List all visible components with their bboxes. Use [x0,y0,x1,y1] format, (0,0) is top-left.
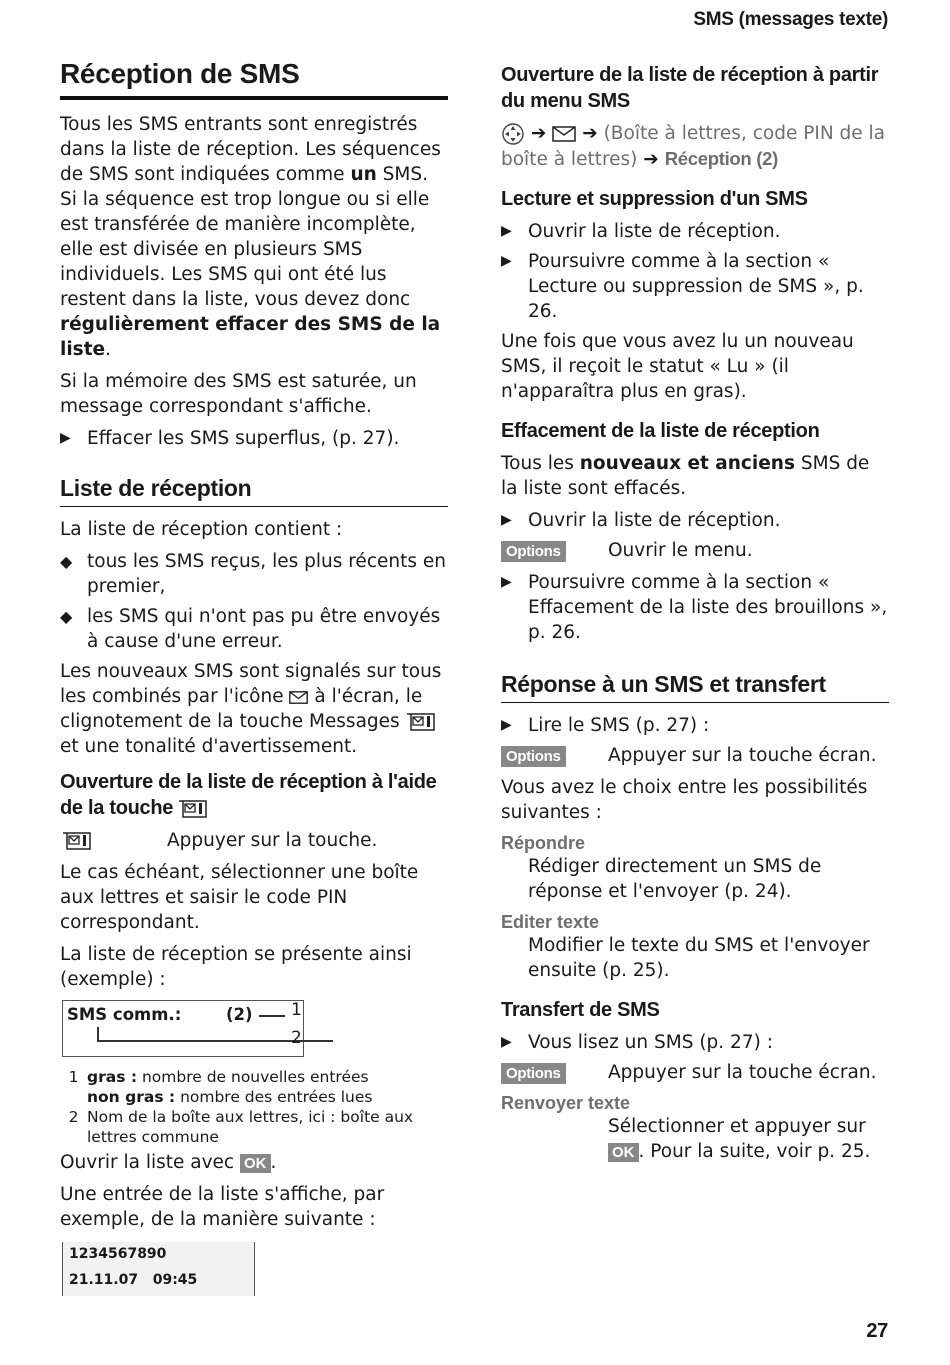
clear-intro: Tous les nouveaux et anciens SMS de la liste sont effacés. [501,453,870,499]
callout-line [97,1027,99,1041]
option-term: Renvoyer texte [501,1093,631,1113]
envelope-icon [552,126,576,142]
display-label: SMS comm.: [67,1005,182,1024]
ok-key: OK [240,1154,271,1173]
step-arrow-icon: ▶ [501,223,512,239]
step-arrow-icon: ▶ [501,574,512,590]
entry-example-paragraph: Une entrée de la liste s'affiche, par exemple, de la manière suivante : [60,1184,385,1230]
callout-number: 2 [291,1028,302,1048]
step-item: ▶ Poursuivre comme à la section « Lecture ou suppression de SMS », p. 26. [501,251,864,322]
step-item: ▶ Ouvrir la liste de réception. [501,221,781,242]
option-term: Editer texte [501,912,600,932]
note-item: 1 gras : nombre de nouvelles entrées non gras : nombre des entrées lues [68,1068,373,1106]
shown-as-paragraph: La liste de réception se présente ainsi (exemple) : [60,944,412,990]
diamond-bullet-icon: ◆ [60,607,73,626]
envelope-icon [289,691,308,704]
options-softkey: Options [501,541,566,562]
subheading-open-key: Ouverture de la liste de réception à l'aide de la touche [60,771,437,819]
entry-number: 1234567890 [69,1246,167,1262]
step-arrow-icon: ▶ [60,430,71,446]
arrow-icon: ➔ [643,149,659,170]
list-contains: La liste de réception contient : [60,519,343,540]
step-item: ▶ Lire le SMS (p. 27) : [501,715,710,736]
display-box [62,1000,304,1057]
step-item: ▶ Effacer les SMS superflus, (p. 27). [60,428,400,449]
subheading-read: Lecture et suppression d'un SMS [501,188,808,210]
softkey-row: Options Ouvrir le menu. [501,538,889,563]
arrow-icon: ➔ [530,123,547,144]
left-column [60,58,448,1296]
entry-datetime: 21.11.07 09:45 [69,1272,198,1288]
subheading-clear: Effacement de la liste de réception [501,420,820,442]
display-count: (2) [226,1005,253,1024]
message-key-icon [60,831,94,851]
read-after-paragraph: Une fois que vous avez lu un nouveau SMS, il reçoit le statut « Lu » (il n'apparaîtra plus en gras). [501,331,854,402]
softkey-row: Options Appuyer sur la touche écran. [501,743,889,768]
ok-key: OK [608,1143,639,1162]
callout-line [259,1015,285,1017]
intro-paragraph: Tous les SMS entrants sont enregistrés dans la liste de réception. Les séquences de SMS sont indiquées comme un SMS. Si la séquence est trop longue ou si elle est transférée de manière incomplète, elle est divisée en plusieurs SMS individuels. Les SMS qui ont été lus restent dans la liste, vous devez donc régulièrement effacer des SMS de la liste. [60,114,441,360]
key-action-row: Appuyer sur la touche. [60,828,448,853]
step-item: ▶ Vous lisez un SMS (p. 27) : [501,1032,773,1053]
page-number: 27 [866,1320,888,1342]
navigation-key-icon [501,122,525,146]
section-heading-list: Liste de réception [60,475,448,507]
step-item: ▶ Poursuivre comme à la section « Effacement de la liste des brouillons », p. 26. [501,572,888,643]
running-header: SMS (messages texte) [693,9,888,30]
choice-intro: Vous avez le choix entre les possibilités suivantes : [501,777,868,823]
softkey-row: Options Appuyer sur la touche écran. [501,1060,889,1085]
step-arrow-icon: ▶ [501,1034,512,1050]
step-arrow-icon: ▶ [501,253,512,269]
open-with-paragraph: Ouvrir la liste avec OK . [60,1152,277,1173]
callout-number: 1 [291,1000,302,1020]
section-heading-reply: Réponse à un SMS et transfert [501,671,889,703]
entry-display [62,1242,255,1296]
note-item: 2 Nom de la boîte aux lettres, ici : boîte aux lettres commune [68,1108,414,1146]
message-key-icon [178,799,208,819]
step-item: ▶ Ouvrir la liste de réception. [501,510,781,531]
right-column [501,58,889,1171]
choose-box-paragraph: Le cas échéant, sélectionner une boîte aux lettres et saisir le code PIN correspondant. [60,862,419,933]
option-desc: Modifier le texte du SMS et l'envoyer ensuite (p. 25). [528,935,870,981]
options-softkey: Options [501,746,566,767]
display-example [60,1000,448,1057]
option-desc: Rédiger directement un SMS de réponse et l'envoyer (p. 24). [528,856,822,902]
new-sms-paragraph: Les nouveaux SMS sont signalés sur tous les combinés par l'icône à l'écran, le clignotement de la touche Messages et une tonalité d'avertissement. [60,661,442,757]
page-title: Réception de SMS [60,58,448,100]
bullet-item: ◆ les SMS qui n'ont pas pu être envoyés à cause d'une erreur. [60,606,441,652]
step-arrow-icon: ▶ [501,717,512,733]
option-term: Répondre [501,833,586,853]
option-desc: Sélectionner et appuyer sur OK . Pour la suite, voir p. 25. [608,1116,871,1162]
diamond-bullet-icon: ◆ [60,552,73,571]
menu-path: ➔ ➔ (Boîte à lettres, code PIN de la boîte à lettres) ➔ Réception (2) [501,123,886,170]
step-arrow-icon: ▶ [501,512,512,528]
subheading-open-menu: Ouverture de la liste de réception à partir du menu SMS [501,64,879,112]
message-key-icon [406,712,436,732]
arrow-icon: ➔ [582,123,598,144]
subheading-forward: Transfert de SMS [501,999,660,1021]
bullet-item: ◆ tous les SMS reçus, les plus récents en premier, [60,551,446,597]
options-softkey: Options [501,1063,566,1084]
memory-paragraph: Si la mémoire des SMS est saturée, un message correspondant s'affiche. [60,371,417,417]
